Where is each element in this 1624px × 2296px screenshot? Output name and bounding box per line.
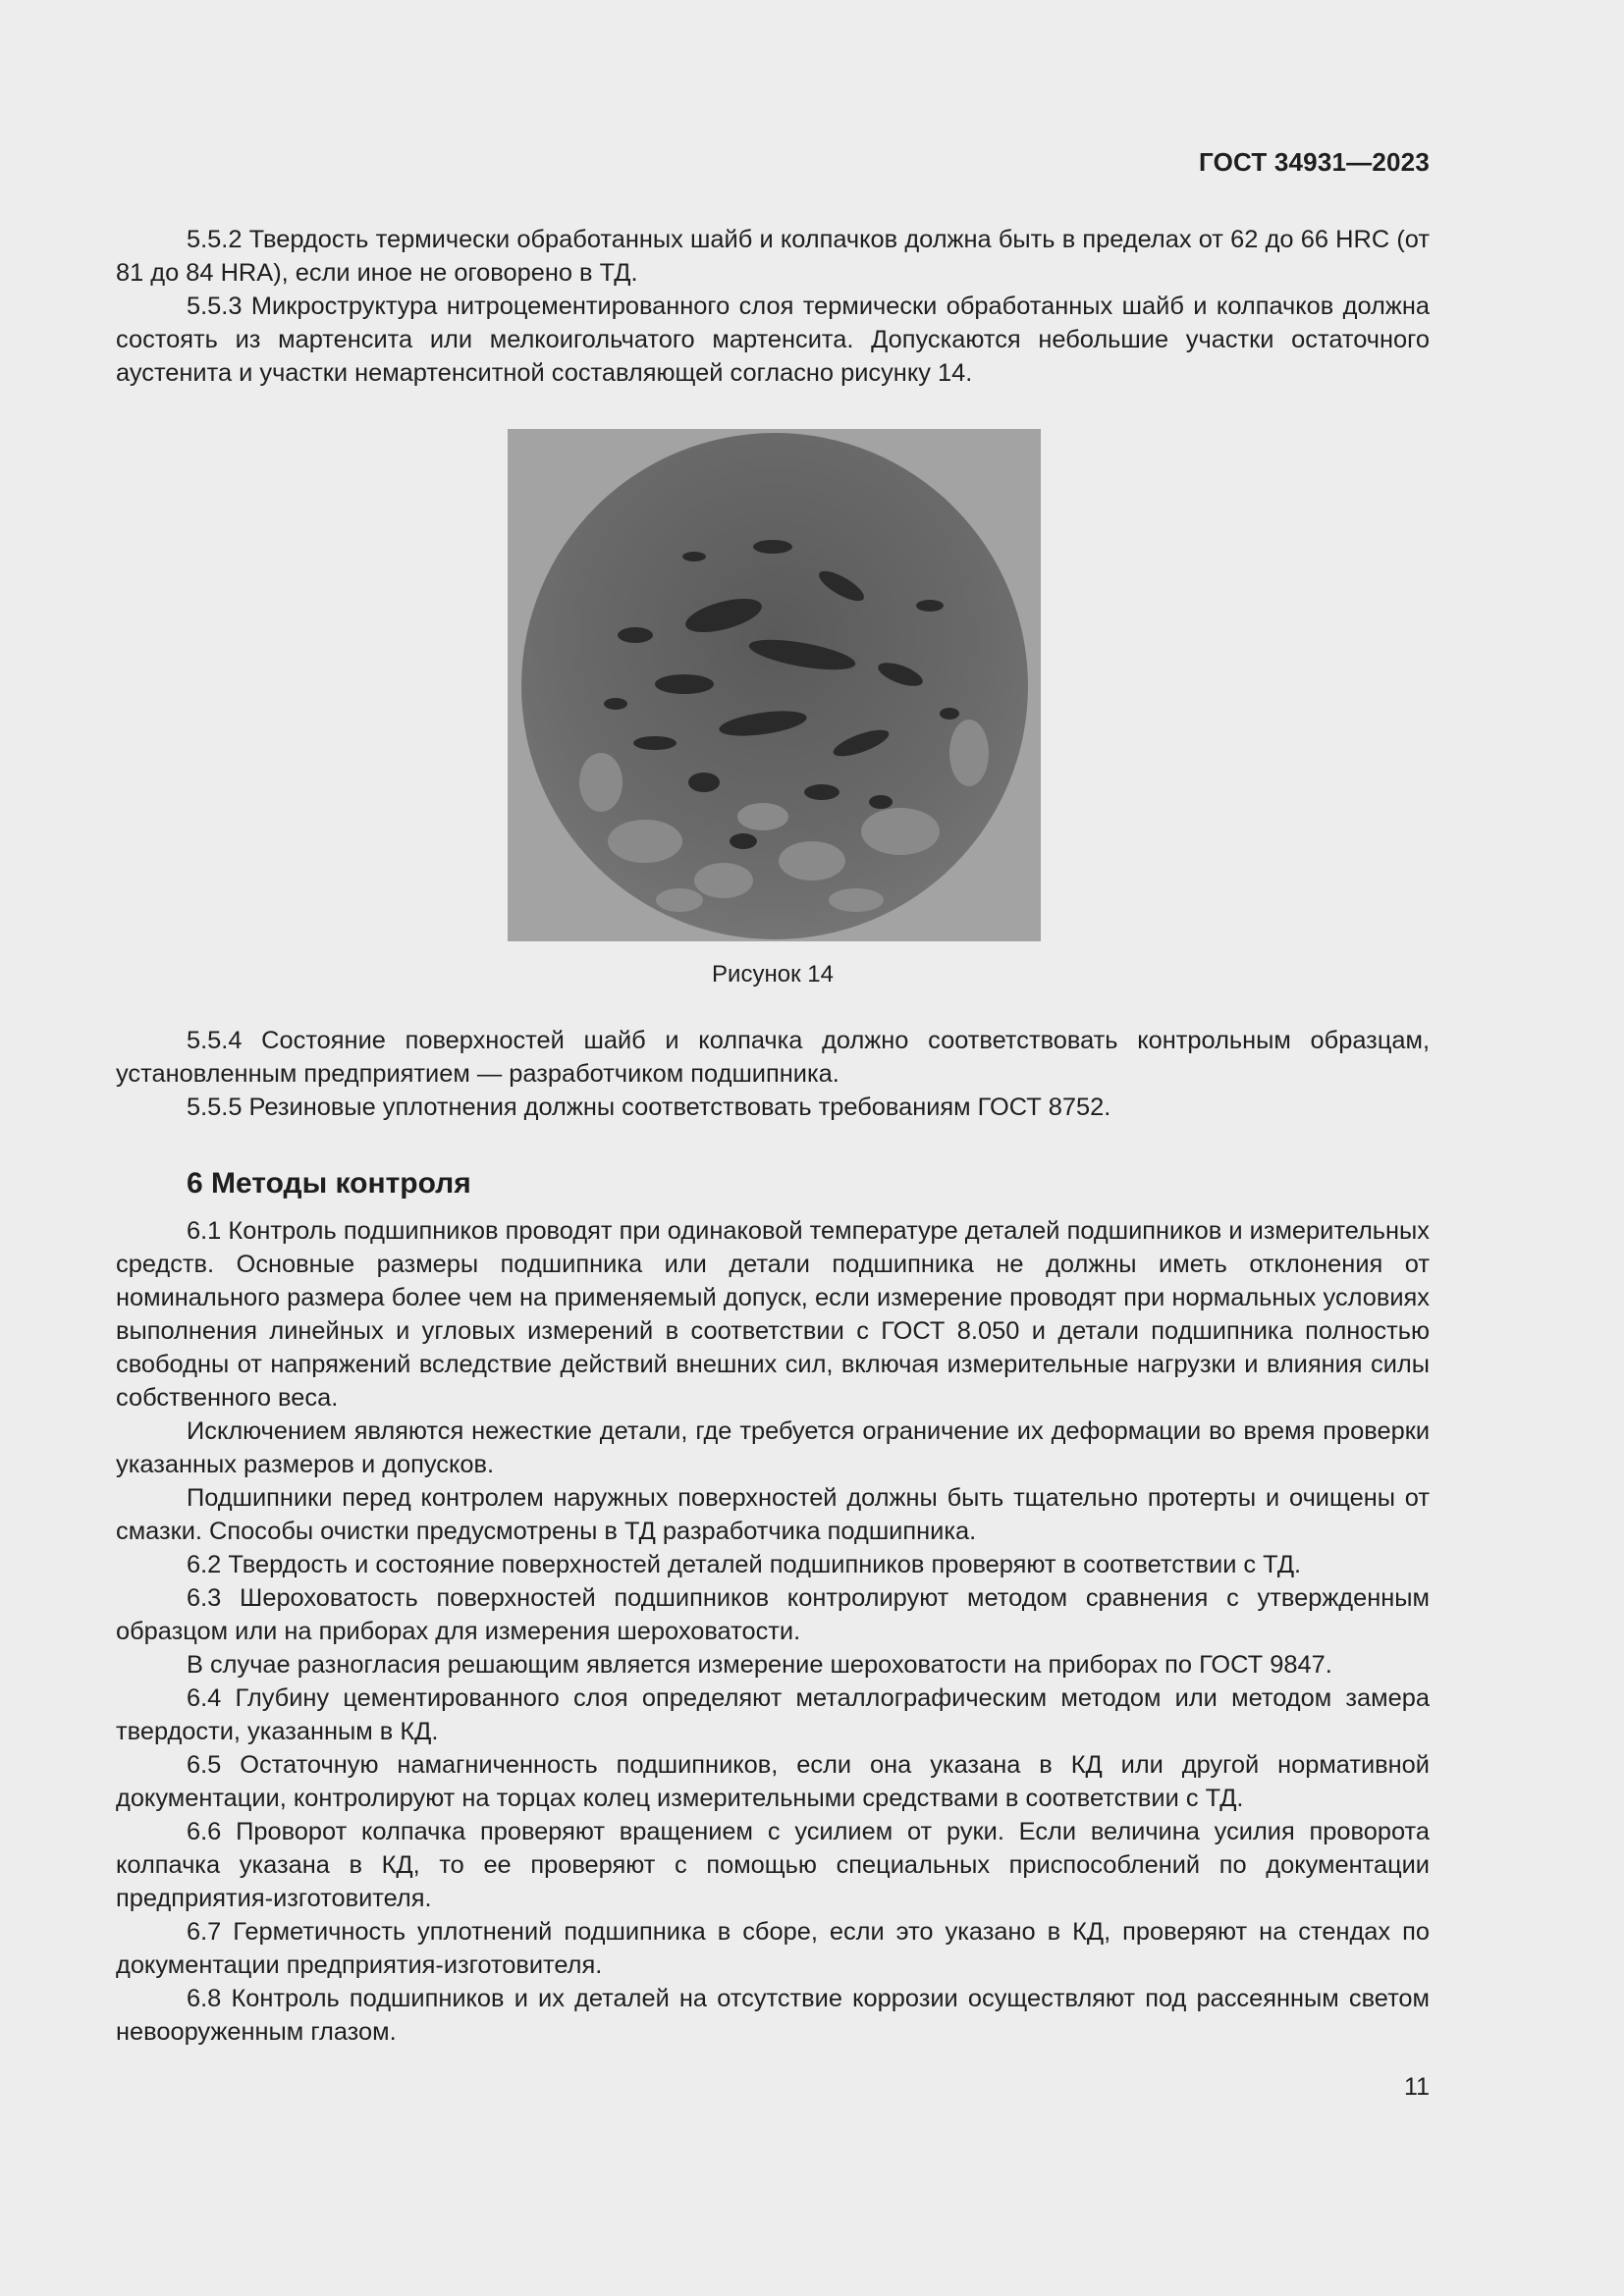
paragraph-6-5: 6.5 Остаточную намагниченность подшипников, если она указана в КД или другой нормативной документации, контролируют на торцах колец измерительными средствами в соответствии с ТД. — [116, 1751, 1430, 1812]
paragraph-6-4: 6.4 Глубину цементированного слоя определяют металлографическим методом или методом замера твердости, указанным в КД. — [116, 1684, 1430, 1745]
paragraph-5-5-2: 5.5.2 Твердость термически обработанных шайб и колпачков должна быть в пределах от 62 до 66 HRC (от 81 до 84 HRA), если иное не оговорено в ТД. — [116, 226, 1430, 287]
micrograph-figure — [508, 429, 1041, 941]
figure-caption: Рисунок 14 — [712, 961, 834, 988]
micrograph-image — [508, 429, 1041, 941]
section-6-body — [116, 1214, 1430, 2049]
section-5-5-bottom — [116, 1024, 1430, 1124]
page-number: 11 — [1404, 2073, 1430, 2101]
section-heading: 6 Методы контроля — [187, 1167, 471, 1200]
paragraph-5-5-5: 5.5.5 Резиновые уплотнения должны соответствовать требованиям ГОСТ 8752. — [187, 1094, 1111, 1121]
section-5-5-top — [116, 223, 1430, 390]
paragraph-5-5-3: 5.5.3 Микроструктура нитроцементированного слоя термически обработанных шайб и колпачков должна состоять из мартенсита или мелкоигольчатого мартенсита. Допускаются небольшие участки остаточного аустенита и участки немартенситной составляющей согласно рисунку 14. — [116, 293, 1430, 387]
standard-header: ГОСТ 34931—2023 — [1199, 147, 1430, 177]
paragraph-6-7: 6.7 Герметичность уплотнений подшипника в сборе, если это указано в КД, проверяют на стендах по документации предприятия-изготовителя. — [116, 1918, 1430, 1979]
paragraph-disagreement: В случае разногласия решающим является измерение шероховатости на приборах по ГОСТ 9847. — [187, 1651, 1332, 1679]
paragraph-5-5-4: 5.5.4 Состояние поверхностей шайб и колпачка должно соответствовать контрольным образцам, установленным предприятием — разработчиком подшипника. — [116, 1027, 1430, 1088]
paragraph-6-2: 6.2 Твердость и состояние поверхностей деталей подшипников проверяют в соответствии с ТД. — [187, 1551, 1302, 1578]
paragraph-6-6: 6.6 Проворот колпачка проверяют вращением с усилием от руки. Если величина усилия проворота колпачка указана в КД, то ее проверяют с помощью специальных приспособлений по документации предприятия-изготовителя. — [116, 1818, 1430, 1912]
paragraph-exceptions: Исключением являются нежесткие детали, где требуется ограничение их деформации во время проверки указанных размеров и допусков. — [116, 1417, 1430, 1478]
paragraph-6-8: 6.8 Контроль подшипников и их деталей на отсутствие коррозии осуществляют под рассеянным светом невооруженным глазом. — [116, 1985, 1430, 2046]
paragraph-6-3: 6.3 Шероховатость поверхностей подшипников контролируют методом сравнения с утвержденным образцом или на приборах для измерения шероховатости. — [116, 1584, 1430, 1645]
paragraph-cleaning: Подшипники перед контролем наружных поверхностей должны быть тщательно протерты и очищены от смазки. Способы очистки предусмотрены в ТД разработчика подшипника. — [116, 1484, 1430, 1545]
paragraph-6-1: 6.1 Контроль подшипников проводят при одинаковой температуре деталей подшипников и измерительных средств. Основные размеры подшипника или детали подшипника не должны иметь отклонения от номинального размера более чем на применяемый допуск, если измерение проводят при нормальных условиях выполнения линейных и угловых измерений в соответствии с ГОСТ 8.050 и детали подшипника полностью свободны от напряжений вследствие действий внешних сил, включая измерительные нагрузки и влияния силы собственного веса. — [116, 1217, 1430, 1412]
